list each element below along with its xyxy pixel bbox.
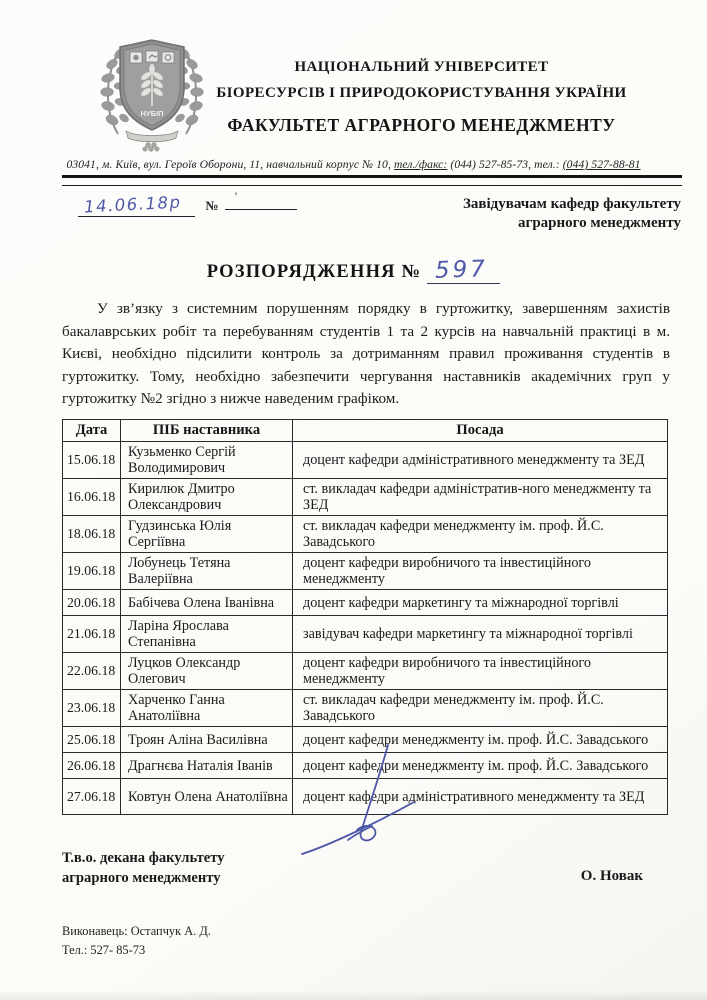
position-cell: доцент кафедри менеджменту ім. проф. Й.С. Завадського [293, 727, 668, 753]
column-header-name: ПІБ наставника [121, 420, 293, 442]
name-cell: Ларіна Ярослава Степанівна [121, 616, 293, 653]
date-cell: 27.06.18 [63, 779, 121, 815]
position-cell: завідувач кафедри маркетингу та міжнародної торгівлі [293, 616, 668, 653]
fax-label: тел./факс: [393, 158, 448, 171]
position-cell: ст. викладач кафедри менеджменту ім. проф. Й.С. Завадського [293, 690, 668, 727]
date-cell: 23.06.18 [63, 690, 121, 727]
handwritten-date: 14.06.18р [83, 192, 182, 217]
address-line [20, 158, 687, 171]
position-cell: ст. викладач кафедри менеджменту ім. проф. Й.С. Завадського [293, 516, 668, 553]
date-cell: 20.06.18 [63, 590, 121, 616]
addressee-line1: Завідувачам кафедр факультету [462, 196, 681, 212]
university-name-line2: БІОРЕСУРСІВ І ПРИРОДОКОРИСТУВАННЯ УКРАЇНИ [216, 85, 627, 101]
phone-fax-number: (044) 527-85-73, тел.: [447, 158, 563, 171]
faculty-name: ФАКУЛЬТЕТ АГРАРНОГО МЕНЕДЖМЕНТУ [227, 115, 616, 135]
address-text: 03041, м. Київ, вул. Героїв Оборони, 11, навчальний корпус № 10, [66, 158, 394, 171]
handwritten-order-number: 597 [434, 256, 489, 285]
position-cell: доцент кафедри маркетингу та міжнародної торгівлі [293, 590, 668, 616]
letterhead-text [208, 34, 707, 136]
column-header-position: Посада [293, 420, 668, 442]
date-cell: 18.06.18 [63, 516, 121, 553]
table-row [63, 442, 668, 479]
meta-row [62, 191, 681, 233]
duty-schedule-table [62, 419, 668, 815]
university-name-line1: НАЦІОНАЛЬНИЙ УНІВЕРСИТЕТ [294, 59, 549, 75]
number-label: № [205, 198, 219, 213]
letterhead-divider [62, 175, 682, 186]
table-row [63, 590, 668, 616]
name-cell: Лобунець Тетяна Валеріївна [121, 553, 293, 590]
name-cell: Гудзинська Юлія Сергіївна [121, 516, 293, 553]
name-cell: Бабічева Олена Іванівна [121, 590, 293, 616]
column-header-date: Дата [63, 420, 121, 442]
table-row [63, 690, 668, 727]
date-cell: 26.06.18 [63, 753, 121, 779]
table-row [63, 553, 668, 590]
schedule-table-body [63, 442, 668, 815]
position-cell: доцент кафедри виробничого та інвестиційного менеджменту [293, 653, 668, 690]
university-emblem-icon [96, 34, 208, 154]
table-row [63, 727, 668, 753]
phone-number: (044) 527-88-81 [562, 158, 641, 171]
name-cell: Драгнєва Наталія Іванів [121, 753, 293, 779]
body-paragraph: У зв’язку з системним порушенням порядку в гуртожитку, завершенням захистів бакалаврських робіт та перебуванням студентів 1 та 2 курсів на навчальній практиці в м. Києві, необхідно підсилити контроль за дотриманням правил проживання студентів в гуртожитку. Тому, необхідно забезпечити чергування наставників академічних груп у гуртожитку №2 згідно з нижче наведеним графіком. [62, 300, 670, 407]
position-cell: доцент кафедри виробничого та інвестиційного менеджменту [293, 553, 668, 590]
table-row [63, 779, 668, 815]
name-cell: Троян Аліна Василівна [121, 727, 293, 753]
order-number-field [427, 257, 500, 284]
name-cell: Кирилюк Дмитро Олександрович [121, 479, 293, 516]
signer-name: О. Новак [580, 867, 643, 884]
document-title: РОЗПОРЯДЖЕННЯ № [206, 262, 422, 283]
table-header-row [63, 420, 668, 442]
document-title-row [0, 257, 707, 284]
date-field [78, 192, 195, 217]
executor-footer [62, 922, 211, 959]
date-cell: 22.06.18 [63, 653, 121, 690]
date-cell: 16.06.18 [63, 479, 121, 516]
letterhead [0, 0, 707, 154]
date-cell: 25.06.18 [63, 727, 121, 753]
executor-phone: Тел.: 527- 85-73 [62, 942, 146, 957]
signer-position [62, 849, 225, 888]
executor-name: Виконавець: Остапчук А. Д. [62, 924, 211, 938]
addressee-block [463, 191, 681, 233]
table-row [63, 653, 668, 690]
date-cell: 19.06.18 [63, 553, 121, 590]
name-cell: Кузьменко Сергій Володимирович [121, 442, 293, 479]
position-cell: доцент кафедри адміністративного менеджменту та ЗЕД [293, 442, 668, 479]
signature-block [62, 849, 643, 888]
position-cell: доцент кафедри адміністративного менеджменту та ЗЕД [293, 779, 668, 815]
position-cell: ст. викладач кафедри адміністратив-ного менеджменту та ЗЕД [293, 479, 668, 516]
signer-position-line2: аграрного менеджменту [62, 870, 221, 887]
table-row [63, 479, 668, 516]
emblem-acronym: НУБІП [140, 109, 164, 118]
table-row [63, 753, 668, 779]
name-cell: Харченко Ганна Анатоліївна [121, 690, 293, 727]
name-cell: Ковтун Олена Анатоліївна [121, 779, 293, 815]
addressee-line2: аграрного менеджменту [518, 215, 681, 232]
date-cell: 15.06.18 [63, 442, 121, 479]
date-number-area [62, 191, 297, 233]
ink-tick-mark: ’ [234, 189, 238, 203]
name-cell: Луцков Олександр Олегович [121, 653, 293, 690]
signer-position-line1: Т.в.о. декана факультету [62, 850, 225, 867]
table-row [63, 516, 668, 553]
date-cell: 21.06.18 [63, 616, 121, 653]
position-cell: доцент кафедри менеджменту ім. проф. Й.С. Завадського [293, 753, 668, 779]
table-row [63, 616, 668, 653]
